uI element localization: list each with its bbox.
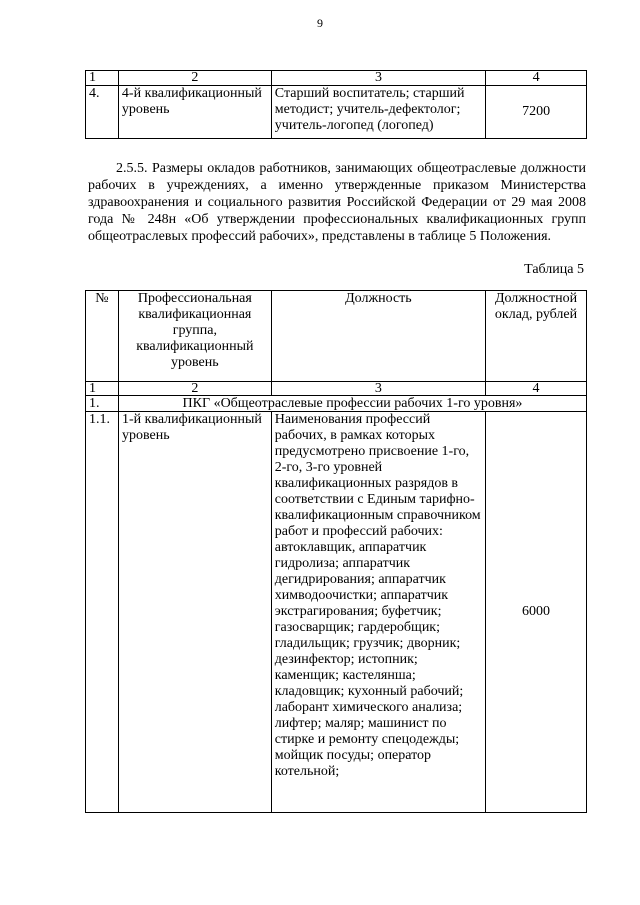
qualification-level: 4-й квалификационный уровень bbox=[118, 86, 271, 139]
paragraph-2-5-5 bbox=[88, 160, 586, 245]
table-row bbox=[86, 412, 587, 813]
row-number: 4. bbox=[86, 86, 119, 139]
header-position: Должность bbox=[271, 291, 485, 382]
row-number: 1.1. bbox=[86, 412, 119, 813]
header-salary: Должностной оклад, рублей bbox=[486, 291, 587, 382]
col-number-3: 3 bbox=[271, 382, 485, 396]
qualification-level: 1-й квалификационный уровень bbox=[118, 412, 271, 813]
salary-cell: 6000 bbox=[486, 412, 587, 813]
table-top-col-4: 4 bbox=[486, 71, 587, 86]
table-5-header-row bbox=[86, 291, 587, 382]
table-caption: Таблица 5 bbox=[524, 262, 584, 277]
positions-cell: Старший воспитатель; старший методист; учитель-дефектолог; учитель-логопед (логопед) bbox=[271, 86, 485, 139]
col-number-2: 2 bbox=[118, 382, 271, 396]
table-5-group-row bbox=[86, 396, 587, 412]
positions-cell: Наименования профессий рабочих, в рамках которых предусмотрено присвоение 1-го, 2-го, 3-го уровней квалификационных разрядов в соответствии с Единым тарифно-квалификационным справочником работ и профессий рабочих: автоклавщик, аппаратчик гидролиза; аппаратчик дегидрирования; аппаратчик химводоочистки; аппаратчик экстрагирования; буфетчик; газосварщик; гардеробщик; гладильщик; грузчик; дворник; дезинфектор; истопник; каменщик; кастелянша; кладовщик; кухонный рабочий; лаборант химического анализа; лифтер; маляр; машинист по стирке и ремонту спецодежды; мойщик посуды; оператор котельной; bbox=[271, 412, 485, 813]
header-num: № bbox=[86, 291, 119, 382]
table-top-col-1: 1 bbox=[86, 71, 119, 86]
table-top-header-row bbox=[86, 71, 587, 86]
page-number: 9 bbox=[317, 16, 323, 30]
header-group: Профессиональная квалификационная группа, квалификационный уровень bbox=[118, 291, 271, 382]
col-number-4: 4 bbox=[486, 382, 587, 396]
table-top bbox=[85, 70, 587, 139]
table-top-col-2: 2 bbox=[118, 71, 271, 86]
group-title: ПКГ «Общеотраслевые профессии рабочих 1-го уровня» bbox=[118, 396, 586, 412]
table-5-column-numbers bbox=[86, 382, 587, 396]
paragraph-text: 2.5.5. Размеры окладов работников, занимающих общеотраслевые должности рабочих в учреждениях, а именно утвержденные приказом Министерства здравоохранения и социального развития Российской Федерации от 29 мая 2008 года № 248н «Об утверждении профессиональных квалификационных групп общеотраслевых профессий рабочих», представлены в таблице 5 Положения. bbox=[88, 161, 586, 244]
table-top-col-3: 3 bbox=[271, 71, 485, 86]
group-number: 1. bbox=[86, 396, 119, 412]
salary-cell: 7200 bbox=[486, 86, 587, 139]
table-5 bbox=[85, 290, 587, 813]
table-row bbox=[86, 86, 587, 139]
col-number-1: 1 bbox=[86, 382, 119, 396]
